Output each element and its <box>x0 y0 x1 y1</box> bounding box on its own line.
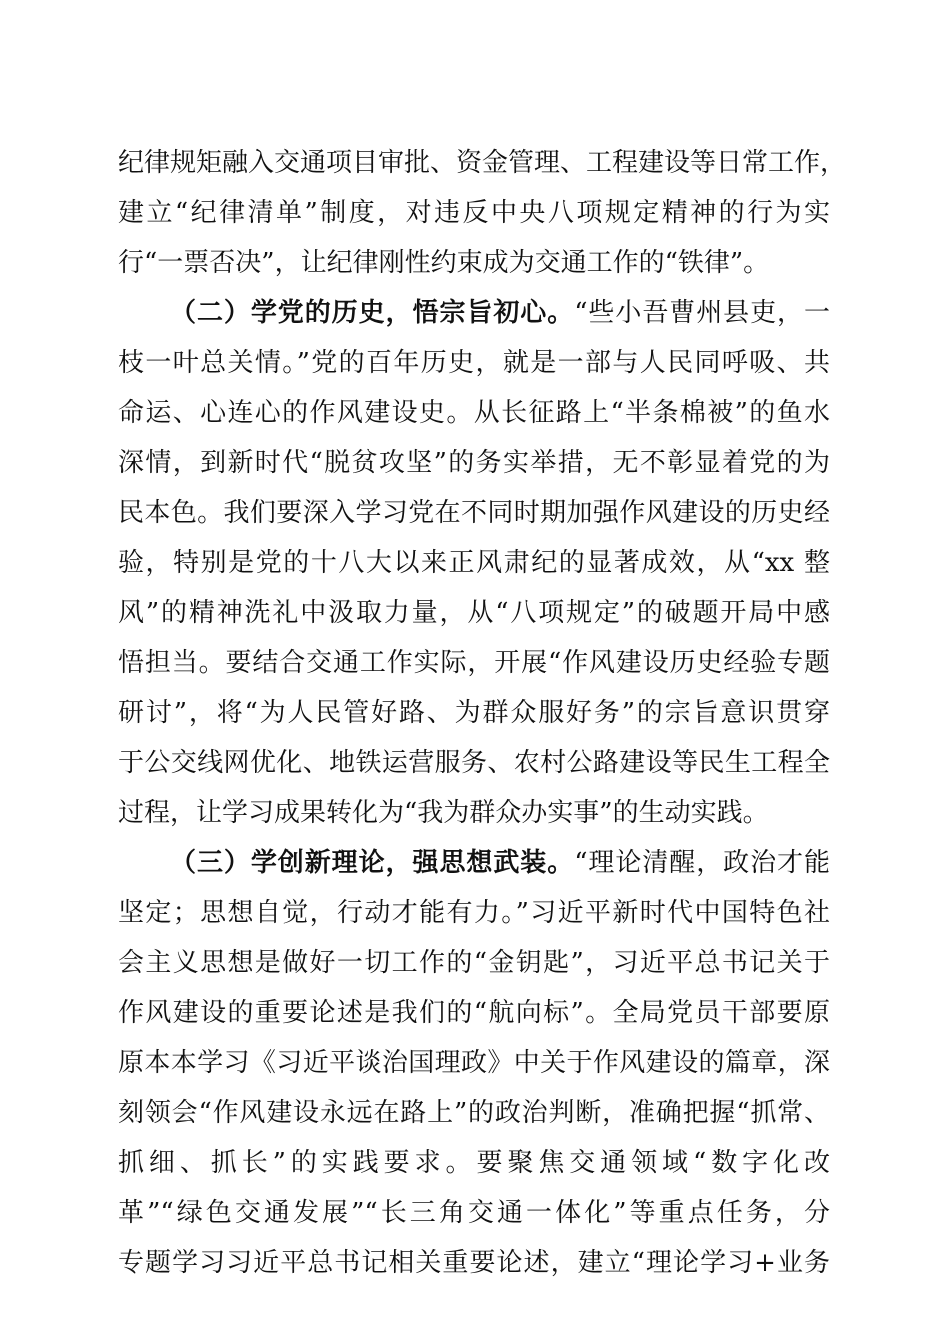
body-line-9: 验，特别是党的十八大以来正风肃纪的显著成效，从“xx 整 <box>118 548 830 578</box>
body-line-1: 纪律规矩融入交通项目审批、资金管理、工程建设等日常工作， <box>118 148 847 178</box>
body-line-16: 坚定；思想自觉，行动才能有力。”习近平新时代中国特色社 <box>118 898 830 928</box>
section-2-first-line <box>170 296 830 330</box>
body-line-3: 行“一票否决”，让纪律刚性约束成为交通工作的“铁律”。 <box>118 248 770 278</box>
section-3-first-text: “理论清醒，政治才能 <box>574 848 830 878</box>
body-line-10: 风”的精神洗礼中汲取力量，从“八项规定”的破题开局中感 <box>118 598 830 628</box>
body-line-13: 于公交线网优化、地铁运营服务、农村公路建设等民生工程全 <box>118 748 830 778</box>
body-line-22: 革”“绿色交通发展”“长三角交通一体化”等重点任务，分 <box>118 1198 830 1228</box>
body-line-11: 悟担当。要结合交通工作实际，开展“作风建设历史经验专题 <box>118 648 830 678</box>
body-line-21: 抓细、抓长”的实践要求。要聚焦交通领域“数字化改 <box>118 1148 830 1178</box>
body-line-14: 过程，让学习成果转化为“我为群众办实事”的生动实践。 <box>118 798 769 828</box>
body-line-5: 枝一叶总关情。”党的百年历史，就是一部与人民同呼吸、共 <box>118 348 830 378</box>
body-line-17: 会主义思想是做好一切工作的“金钥匙”，习近平总书记关于 <box>118 948 830 978</box>
body-line-18: 作风建设的重要论述是我们的“航向标”。全局党员干部要原 <box>118 998 830 1028</box>
body-line-12: 研讨”，将“为人民管好路、为群众服好务”的宗旨意识贯穿 <box>118 698 830 728</box>
body-line-19: 原本本学习《习近平谈治国理政》中关于作风建设的篇章，深 <box>118 1048 830 1078</box>
body-line-8: 民本色。我们要深入学习党在不同时期加强作风建设的历史经 <box>118 498 830 528</box>
body-line-6: 命运、心连心的作风建设史。从长征路上“半条棉被”的鱼水 <box>118 398 830 428</box>
section-2-first-text: “些小吾曹州县吏，一 <box>574 298 830 328</box>
body-line-20: 刻领会“作风建设永远在路上”的政治判断，准确把握“抓常、 <box>118 1098 830 1128</box>
body-line-23: 专题学习习近平总书记相关重要论述，建立“理论学习+业务 <box>118 1248 830 1278</box>
body-line-2: 建立“纪律清单”制度，对违反中央八项规定精神的行为实 <box>118 198 830 228</box>
section-3-heading: （三）学创新理论，强思想武装。 <box>170 848 575 878</box>
section-3-first-line <box>170 846 830 880</box>
body-line-7: 深情，到新时代“脱贫攻坚”的务实举措，无不彰显着党的为 <box>118 448 830 478</box>
section-2-heading: （二）学党的历史，悟宗旨初心。 <box>170 298 575 328</box>
